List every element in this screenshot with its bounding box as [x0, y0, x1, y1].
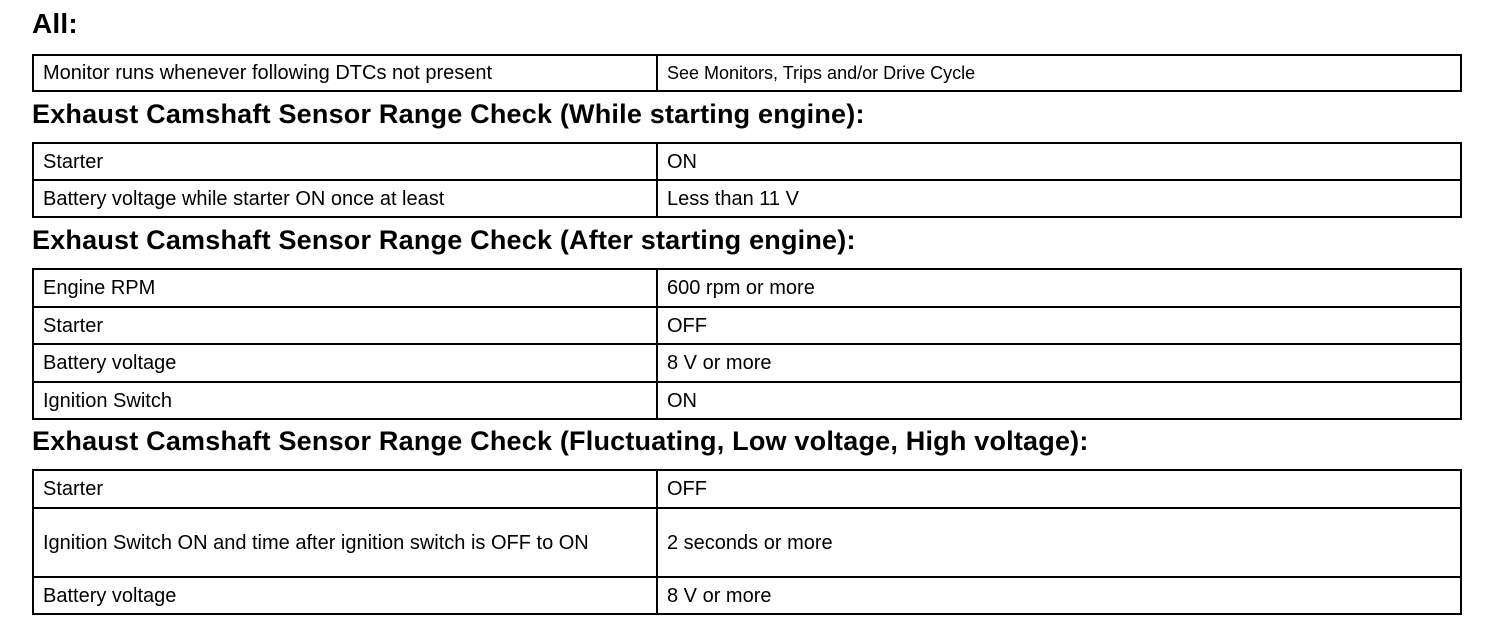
spec-table-after-starting — [32, 268, 1462, 420]
value-cell: OFF — [657, 307, 1461, 344]
condition-cell: Ignition Switch — [33, 382, 657, 419]
table-row — [33, 344, 1461, 382]
value-cell: Less than 11 V — [657, 180, 1461, 217]
section-heading-all: All: — [32, 8, 78, 39]
value-cell: See Monitors, Trips and/or Drive Cycle — [657, 55, 1461, 91]
table-row — [33, 508, 1461, 577]
spec-table-while-starting — [32, 142, 1462, 218]
table-row — [33, 470, 1461, 508]
value-cell: ON — [657, 143, 1461, 180]
value-cell: OFF — [657, 470, 1461, 508]
spec-table-fluctuating — [32, 469, 1462, 615]
condition-cell: Ignition Switch ON and time after ignition switch is OFF to ON — [33, 508, 657, 577]
value-cell: 2 seconds or more — [657, 508, 1461, 577]
condition-cell: Monitor runs whenever following DTCs not present — [33, 55, 657, 91]
table-row — [33, 143, 1461, 180]
condition-cell: Battery voltage — [33, 344, 657, 382]
value-cell: ON — [657, 382, 1461, 419]
value-cell: 600 rpm or more — [657, 269, 1461, 307]
value-cell: 8 V or more — [657, 577, 1461, 614]
table-row — [33, 269, 1461, 307]
condition-cell: Engine RPM — [33, 269, 657, 307]
section-heading-while-starting: Exhaust Camshaft Sensor Range Check (While starting engine): — [32, 99, 865, 129]
condition-cell: Battery voltage while starter ON once at least — [33, 180, 657, 217]
section-heading-after-starting: Exhaust Camshaft Sensor Range Check (After starting engine): — [32, 225, 856, 255]
condition-cell: Starter — [33, 143, 657, 180]
table-row — [33, 55, 1461, 91]
table-row — [33, 382, 1461, 419]
table-row — [33, 180, 1461, 217]
table-row — [33, 307, 1461, 344]
condition-cell: Battery voltage — [33, 577, 657, 614]
spec-table-all — [32, 54, 1462, 92]
condition-cell: Starter — [33, 307, 657, 344]
value-cell: 8 V or more — [657, 344, 1461, 382]
table-row — [33, 577, 1461, 614]
condition-cell: Starter — [33, 470, 657, 508]
section-heading-fluctuating: Exhaust Camshaft Sensor Range Check (Fluctuating, Low voltage, High voltage): — [32, 426, 1089, 456]
